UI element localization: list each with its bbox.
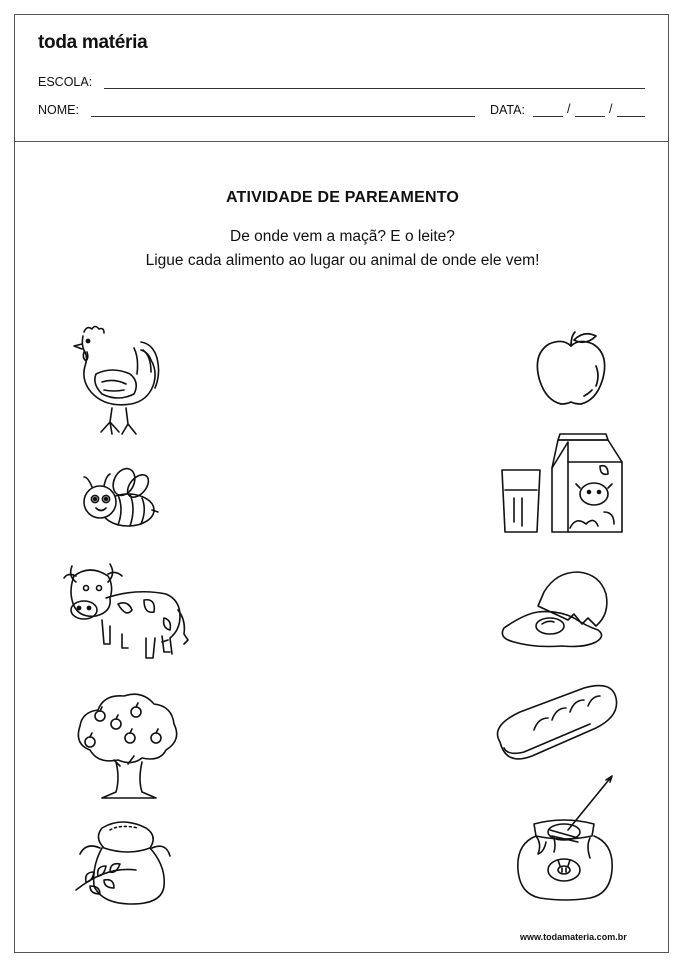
cow-icon[interactable] [60,558,194,664]
activity-question: De onde vem a maçã? E o leite? [230,228,455,245]
bee-icon[interactable] [76,466,160,532]
apple-tree-icon[interactable] [70,692,184,800]
name-field[interactable] [91,116,475,117]
footer-website[interactable]: www.todamateria.com.br [520,932,627,942]
bread-icon[interactable] [494,684,618,764]
date-separator: / [567,102,571,116]
date-month-field[interactable] [575,116,605,117]
date-label: DATA: [490,103,525,117]
header-divider [14,141,669,142]
date-separator: / [609,102,613,116]
school-field[interactable] [104,88,645,89]
activity-title: ATIVIDADE DE PAREAMENTO [225,189,460,206]
brand-logo: toda matéria [38,32,148,53]
egg-icon[interactable] [498,566,616,648]
milk-carton-glass-icon[interactable] [500,432,626,534]
activity-instruction: Ligue cada alimento ao lugar ou animal de onde ele vem! [145,252,540,269]
name-label: NOME: [38,103,79,117]
date-year-field[interactable] [617,116,645,117]
apple-icon[interactable] [534,330,608,406]
date-day-field[interactable] [533,116,563,117]
chicken-icon[interactable] [70,322,170,440]
honey-jar-icon[interactable] [514,772,618,904]
wheat-sack-icon[interactable] [72,818,172,912]
school-label: ESCOLA: [38,75,93,89]
